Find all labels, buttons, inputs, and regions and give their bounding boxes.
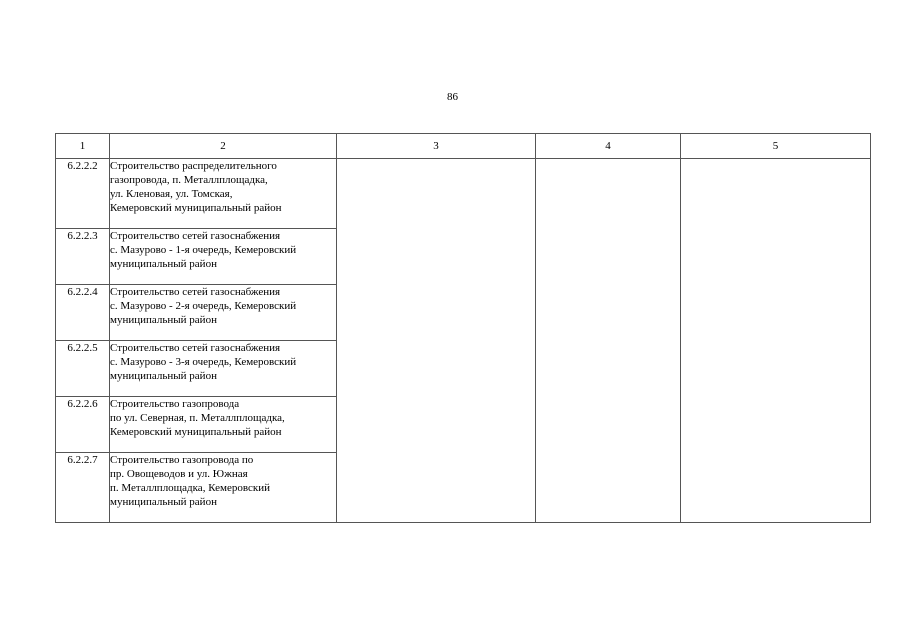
- column-header-1: 1: [56, 134, 110, 159]
- column-header-5: 5: [681, 134, 871, 159]
- row-number: 6.2.2.6: [56, 397, 110, 453]
- row-description: Строительство распределительного газопровода, п. Металлплощадка, ул. Кленовая, ул. Томская, Кемеровский муниципальный район: [110, 159, 337, 229]
- column-5-merged-cell: [681, 159, 871, 523]
- row-description: Строительство сетей газоснабжения с. Мазурово - 1-я очередь, Кемеровский муниципальный район: [110, 229, 337, 285]
- project-table: [55, 133, 871, 523]
- row-number: 6.2.2.5: [56, 341, 110, 397]
- column-3-merged-cell: [337, 159, 536, 523]
- row-description: Строительство сетей газоснабжения с. Мазурово - 2-я очередь, Кемеровский муниципальный район: [110, 285, 337, 341]
- row-description: Строительство газопровода по ул. Северная, п. Металлплощадка, Кемеровский муниципальный район: [110, 397, 337, 453]
- row-number: 6.2.2.4: [56, 285, 110, 341]
- table-header-row: [56, 134, 871, 159]
- column-4-merged-cell: [536, 159, 681, 523]
- table-row: [56, 159, 871, 229]
- row-description: Строительство сетей газоснабжения с. Мазурово - 3-я очередь, Кемеровский муниципальный район: [110, 341, 337, 397]
- page-number: 86: [447, 91, 458, 103]
- row-number: 6.2.2.2: [56, 159, 110, 229]
- column-header-2: 2: [110, 134, 337, 159]
- row-description: Строительство газопровода по пр. Овощеводов и ул. Южная п. Металлплощадка, Кемеровский муниципальный район: [110, 453, 337, 523]
- row-number: 6.2.2.7: [56, 453, 110, 523]
- column-header-3: 3: [337, 134, 536, 159]
- row-number: 6.2.2.3: [56, 229, 110, 285]
- column-header-4: 4: [536, 134, 681, 159]
